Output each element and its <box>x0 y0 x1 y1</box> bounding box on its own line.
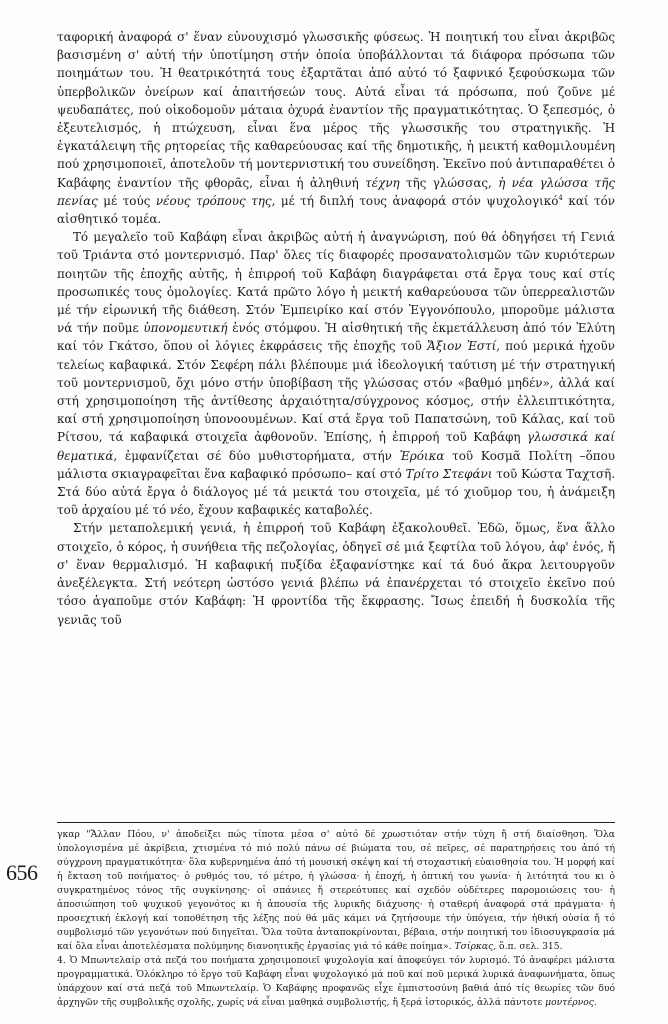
text-run: 4. Ὁ Μπωντελαίρ στά πεζά του ποιήματα χρησιμοποιεῖ ψυχολογία καί ἀποφεύγει τόν λυρισμό. Τό ἀναφέρει μάλιστα προγραμματικά. Ὁλόκληρο τό ἔργο τοῦ Καβάφη εἶναι ψυχολογικό μά ποῦ καί ποῦ μερικά λυρικά ἀναφωνήματα, ὅπως ὑπάρχουν καί στά πεζά τοῦ Μπωντελαίρ. Ὁ Καβάφης προφανῶς εἶχε ἐμπιστοσύνη βαθιά ἀπό τίς θεωρίες τῶν δυό ἀρχηγῶν τῆς συμβολικῆς σχολῆς, χωρίς νά εἶναι μαθηκά συμβολιστής, ἤ ξερά ἰστορικός, ἀλλά πάντοτε <box>57 955 615 1008</box>
italic-text: ἡ νέα γλώσσα τῆς πενίας <box>57 175 615 208</box>
italic-text: γλωσσικά καί θεματικά <box>57 430 615 463</box>
text-run: καί τόν αἰσθητικό τομέα. <box>57 193 615 227</box>
italic-text: μοντέρνος <box>545 997 594 1008</box>
italic-text: τέχνη <box>365 175 400 190</box>
text-run: Τό μεγαλεῖο τοῦ Καβάφη εἶναι ἀκριβῶς αὐτή ἡ ἀναγνώριση, πού θά ὁδηγήσει τή Γενιά τοῦ Τριάντα στό μοντερνισμό. Παρ' ὅλες τίς διαφορές προσανατολισμῶν τῶν κυριότερων ποιητῶν τῆς ἐποχῆς αὐτῆς, ἡ ἐπιρροή τοῦ Καβάφη διαγράφεται στά ἔργα τους καί στίς προσωπικές τους ὁμολογίες. Κατά πρῶτο λόγο ἡ μεικτή καθαρεύουσα τῶν ὑπερρεαλιστῶν μέ τήν εἰρωνική τῆς διάθεση. Στόν Ἐμπειρίκο καί στόν Ἐγγονόπουλο, μποροῦμε μάλιστα νά τήν ποῦμε <box>57 230 615 336</box>
text-run: , ἐμφανίζεται σέ δύο μυθιστορήματα, στήν <box>113 448 400 463</box>
text-run: πού μερικά ἠχοῦν τελείως καβαφικά. Στόν Σεφέρη πάλι βλέπουμε μιά ἰδεολογική ταύτιση μέ τήν στρατηγική τοῦ μοντερνισμοῦ, ὄχι μόνο στήν ὑποβίβαση τῆς γλώσσας στόν «βαθμό μηδέν», ἀλλά καί στή χρησιμοποίηση τῆς ἀντίθεσης ἀρχαιότητα/σύγχρονος κόσμος, στήν ἐλλειπτικότητα, καί στή χρησιμοποίηση ὑπονοουμένων. Καί στά ἔργα τοῦ Παπατσώνη, τοῦ Κάλας, καί τοῦ Ρίτσου, τά καβαφικά στοιχεῖα ἀφθονοῦν. Ἐπίσης, ἡ ἐπιρροή τοῦ Καβάφη <box>57 339 615 445</box>
text-run: , μέ τή διπλή τους ἀναφορά στόν ψυχολογικό <box>271 193 559 208</box>
footnote-marker: 4 <box>558 193 563 202</box>
paragraph <box>57 28 615 228</box>
text-run: γκαρ "Ἄλλαν Πόου, ν' ἀποδείξει πώς τίποτα μέσα σ' αὐτό δέ χρωστιόταν στήν τύχη ἤ στή διαίσθηση. Ὅλα ὑπολογισμένα μέ ἀκρίβεια, χτισμένα τό πιό πολύ πάνω σέ βιώματα του, σέ πεῖρες, σέ παρατηρήσεις του ἀπό τή σύγχρονη πραγματικότητα· ὅλα κυβερνημένα ἀπό τή μουσική σκέψη καί τή στοχαστική εὐαισθησία του. Ἡ μορφή καί ἡ ἔκταση τοῦ ποιήματος· ὁ ρυθμός του, τό μέτρο, ἡ γλώσσα· ἡ ἐποχή, ἡ ὀπτική του γωνία· ἡ λιτότητά του κι ὁ συγκρατημένος τόνος τῆς συγκίνησης· οἱ σπάνιες ἤ στερεότυπες καί σχεδόν οὐδέτερες παρομοιώσεις του· ἡ ἀποσιώπηση τοῦ ψυχικοῦ γεγονότος κι ἡ ἀπουσία τῆς λυρικῆς διάχυσης· ἡ σταθερή ἀναφορά στά πράγματα· ἡ προσεχτική ἐκλογή καί τοποθέτηση τῆς λέξης πού θά μᾶς κάμει νά ζητήσουμε τήν ὑπόγεια, τήν ἠθική οὐσία ἤ τό συμβολισμό τῶν γεγονότων πού διηγεῖται. Ὅλα τοῦτα ἀνταποκρίνονται, βέβαια, στήν ποιητική του ἰδιοσυγκρασία μά καί ὅλα εἶναι ἀποτελέσματα πολύμηνης διανοητικῆς ἐργασίας γιά τό κάθε ποίημα». <box>57 829 615 952</box>
footnote-rule <box>57 822 615 823</box>
italic-text: ὑπονομευτική <box>143 321 228 336</box>
page-number: 656 <box>6 860 38 885</box>
italic-text: Τσίρκας <box>454 941 494 952</box>
main-text <box>57 28 615 818</box>
text-run: Στήν μεταπολεμική γενιά, ἡ ἐπιρροή τοῦ Καβάφη ἐξακολουθεῖ. Ἐδῶ, ὅμως, ἕνα ἄλλο στοιχεῖο, ὁ κόρος, ἡ συνήθεια τῆς πεζολογίας, ὁδηγεῖ σέ μιά ξεφτίλα τοῦ λόγου, ἀφ' ἑνός, ἤ σ' ἕναν θερμαλισμό. Ἡ καβαφική πυξίδα ἐξαφανίστηκε καί τά δυό ἄκρα λειτουργοῦν ἀνεξέλεγκτα. Στή νεότερη ὡστόσο γενιά βλέπω νά ἐπανέρχεται τό στοιχεῖο ἐκεῖνο πού τόσο ἀγαποῦμε στόν Καβάφη: Ἡ φροντίδα τῆς ἔκφρασης. Ἴσως ἐπειδή ἡ δυσκολία τῆς γενιᾶς τοῦ <box>57 521 615 627</box>
footnote <box>57 828 615 954</box>
text-run: , ὅ.π. σελ. 315. <box>493 941 563 952</box>
text-run: τοῦ Κώστα Ταχτσῆ. Στά δύο αὐτά ἔργα ὁ διάλογος μέ τά μεικτά του στοιχεῖα, μέ τό χιοῦμορ του, ἡ ἀνάμειξη τοῦ ἀρχαίου μέ τό νέο, ἔχουν καβαφικές καταβολές. <box>57 466 615 518</box>
paragraph <box>57 519 615 628</box>
text-run: ἑνός στόμφου. Ἡ αἰσθητική τῆς ἐκμετάλλευση ἀπό τόν Ἐλύτη καί τόν Γκάτσο, ὅπου οἱ λόγιες ἐκφράσεις τῆς ἐποχῆς τοῦ <box>57 321 615 354</box>
footnote <box>57 954 615 1010</box>
footnotes <box>57 828 615 1014</box>
text-run: μέ τούς <box>97 193 156 208</box>
text-run: ταφορική ἀναφορά σ' ἕναν εὐνουχισμό γλωσσικῆς φύσεως. Ἡ ποιητική του εἶναι ἀκριβῶς βασισμένη σ' αὐτή τήν ὑποτίμηση στήν ὁποία ὑποβάλλονται τά διάφορα πρόσωπα τῶν ποιημάτων του. Ἡ θεατρικότητά τους ἐξαρτᾶται ἀπό αὐτό τό ξαφνικό ξεφούσκωμα τῶν ὑπερβολικῶν ὀνείρων καί ἀπαιτήσεών τους. Αὐτά εἶναι τά πρόσωπα, πού ζοῦνε μέ ψευδαπάτες, πού οἰκοδομοῦν μάταια ὀχυρά ἐναντίον τῆς πραγματικότητας. Ὁ ξεπεσμός, ὁ ἐξευτελισμός, ἡ πτώχευση, εἶναι ἕνα μέρος τῆς γλωσσικῆς του στρατηγικῆς. Ἡ ἐγκατάλειψη τῆς ρητορείας τῆς καθαρεύουσας καί τῆς δημοτικῆς, ἡ μεικτή καθομιλουμένη πού χρησιμοποιεῖ, ἀποτελοῦν τή μοντερνιστική του συνείδηση. Ἐκεῖνο πού ἀντιπαραθέτει ὁ Καβάφης ἐναντίον τῆς φθορᾶς, εἶναι ἡ ἀληθινή <box>57 30 615 190</box>
italic-text: νέους τρόπους της <box>155 193 272 208</box>
text-run: . <box>593 997 597 1008</box>
paragraph <box>57 228 615 519</box>
italic-text: Τρίτο Στεφάνι <box>405 466 493 481</box>
text-run: τοῦ Κοσμᾶ Πολίτη –ὅπου μάλιστα σκιαγραφεῖται ἕνα καβαφικό πρόσωπο– καί στό <box>57 448 615 481</box>
italic-text: Ἄξιον Ἐστί, <box>427 339 501 354</box>
text-run: τῆς γλώσσας, <box>399 175 499 190</box>
italic-text: Ἐρόικα <box>399 448 445 463</box>
